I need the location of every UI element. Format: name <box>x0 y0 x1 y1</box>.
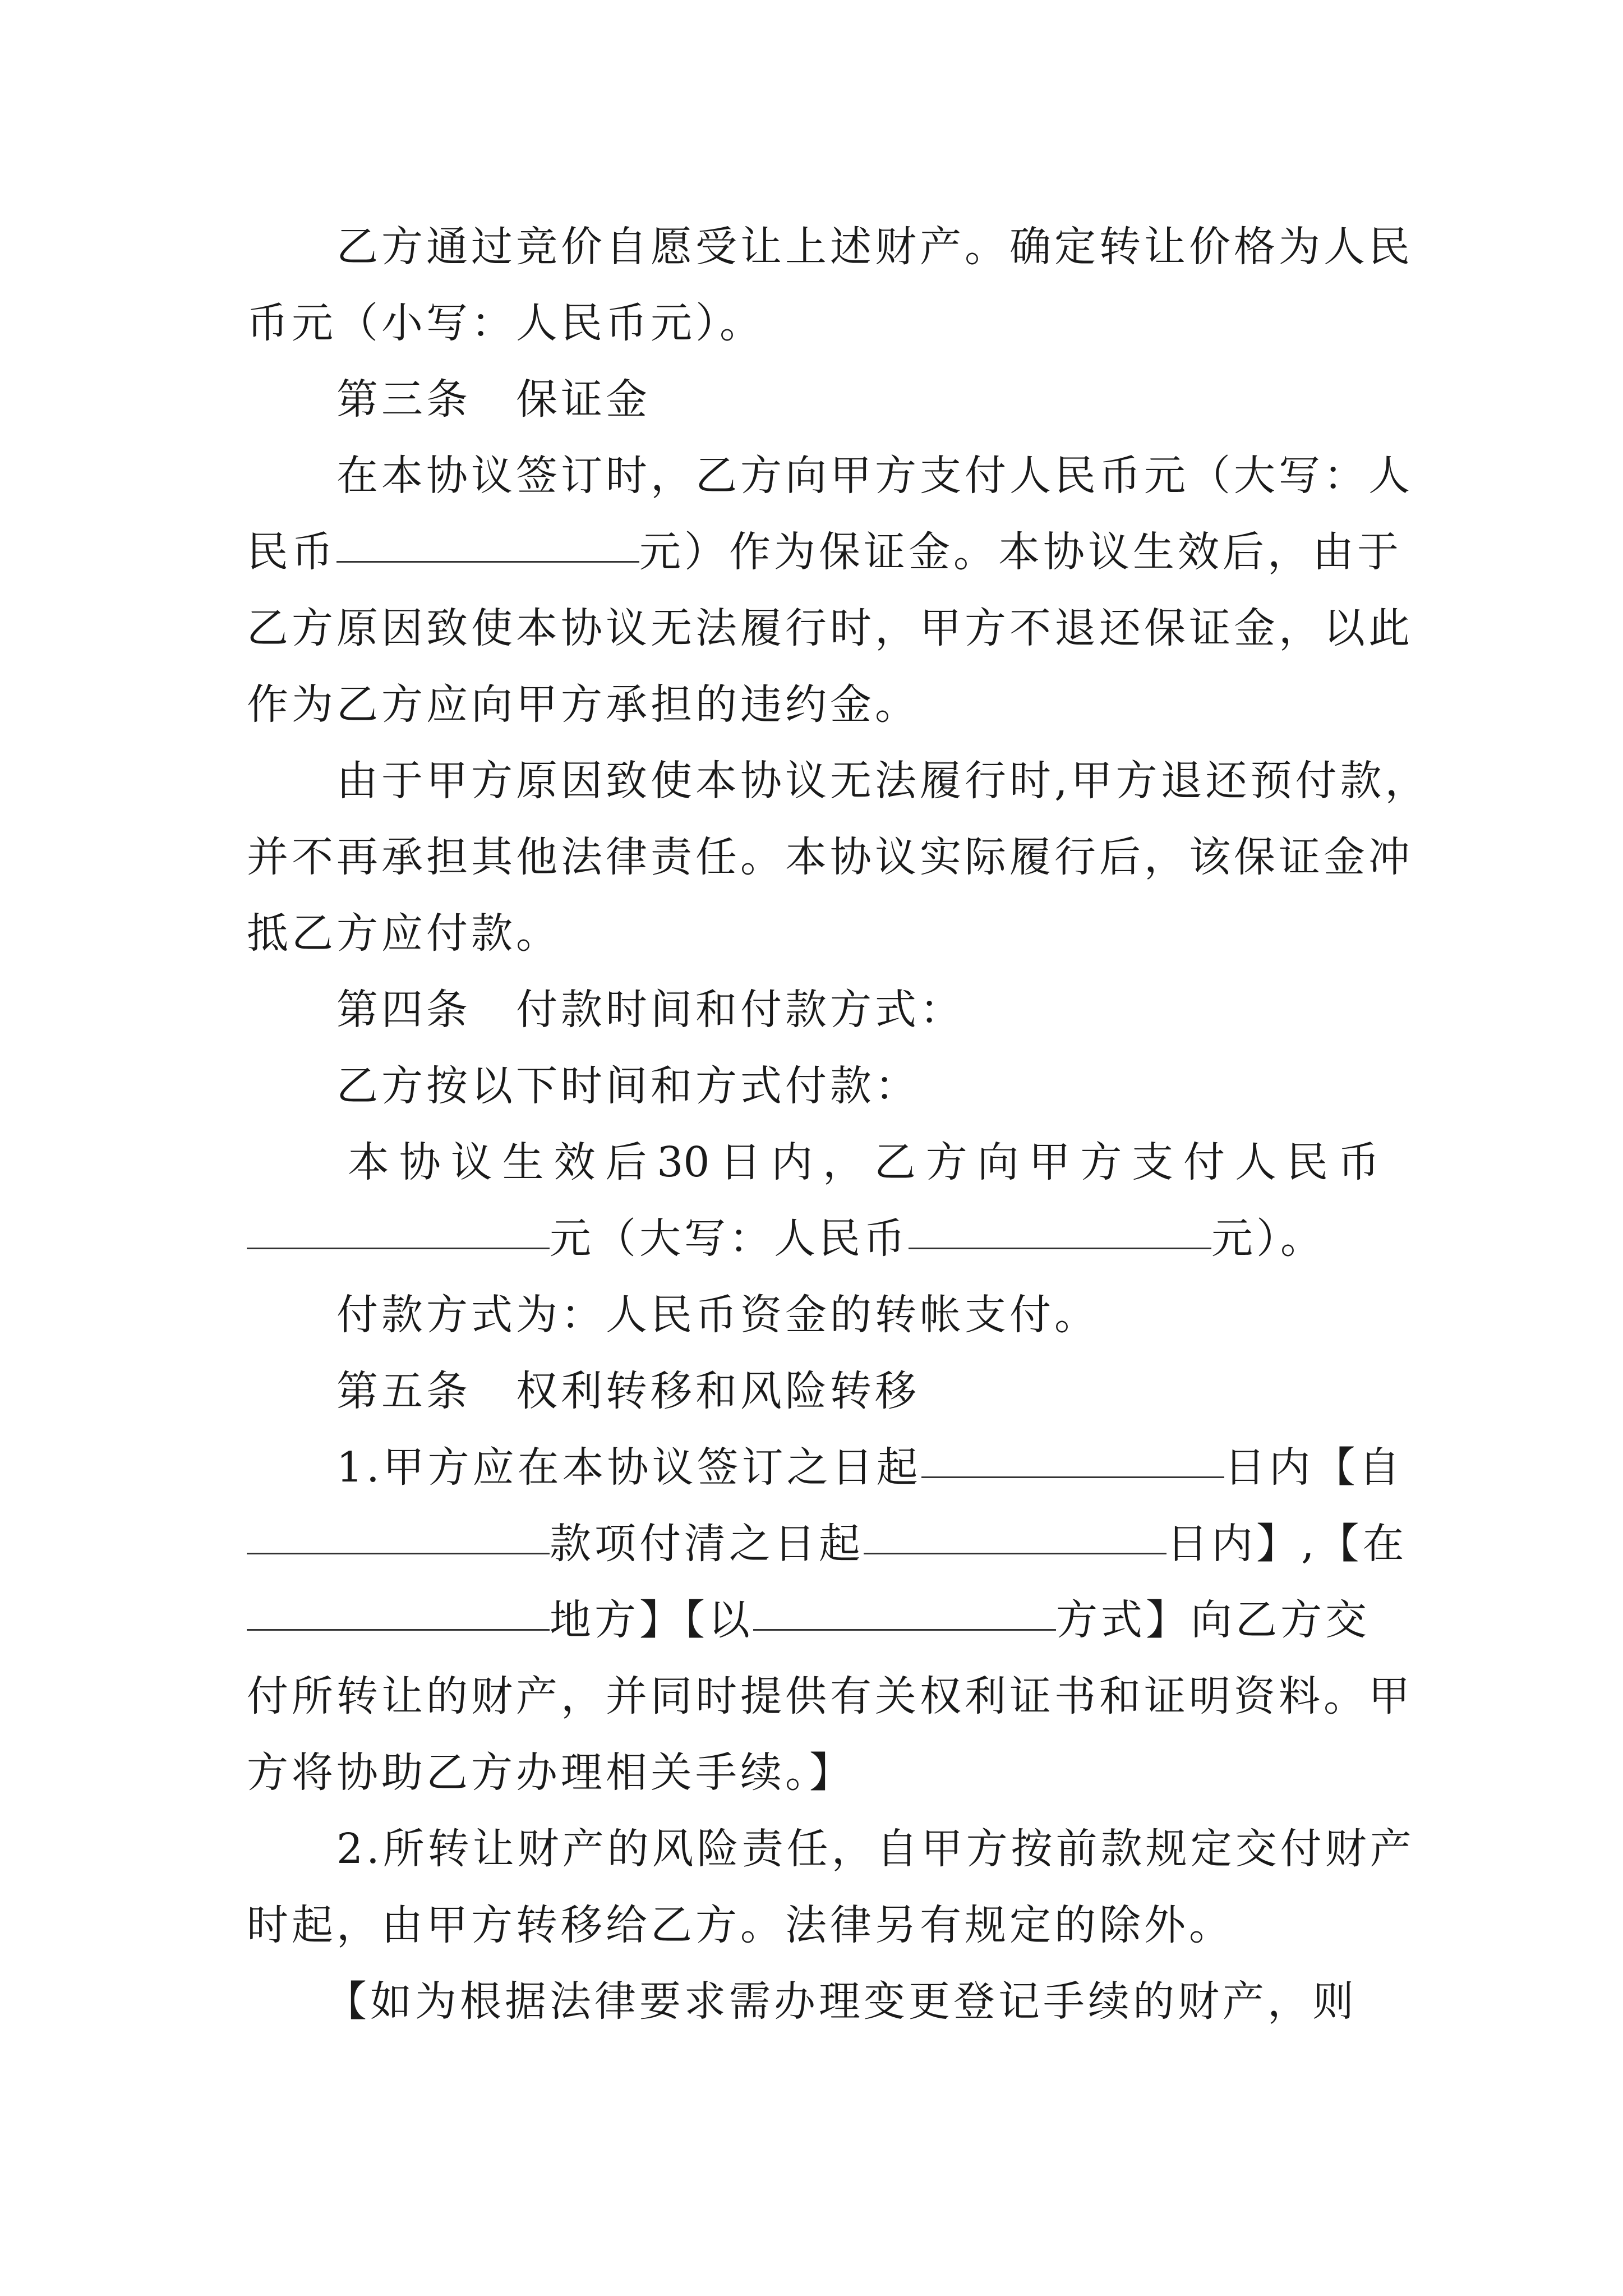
spaced-char: 30 <box>657 1138 710 1186</box>
spaced-char: 议 <box>450 1138 492 1186</box>
fill-blank <box>247 1581 550 1631</box>
paragraph-line-with-blanks <box>247 1199 1380 1278</box>
line-text: 地方】【以 <box>550 1596 753 1644</box>
paragraph-line: 【如为根据法律要求需办理变更登记手续的财产，则 <box>325 1977 1357 2026</box>
spaced-char: ， <box>823 1138 865 1186</box>
paragraph-line: 乙方原因致使本协议无法履行时，甲方不退还保证金，以此 <box>247 604 1413 652</box>
paragraph-line: 在本协议签订时，乙方向甲方支付人民币元（大写：人 <box>336 452 1413 500</box>
paragraph-line-with-blanks <box>247 1581 1380 1659</box>
spaced-char: 甲 <box>1029 1138 1071 1186</box>
spaced-char: 效 <box>554 1138 596 1186</box>
paragraph-line: 时起，由甲方转移给乙方。法律另有规定的除外。 <box>247 1901 1234 1949</box>
paragraph-line: 2.所转让财产的风险责任，自甲方按前款规定交付财产 <box>336 1825 1415 1873</box>
paragraph-line: 由于甲方原因致使本协议无法履行时,甲方退还预付款， <box>336 757 1430 805</box>
line-text: 元（大写：人民币 <box>550 1214 909 1263</box>
spaced-char: 乙 <box>874 1138 916 1186</box>
line-text: 元）作为保证金。本协议生效后，由于 <box>639 528 1402 576</box>
paragraph-line: 作为乙方应向甲方承担的违约金。 <box>247 680 920 729</box>
spaced-char: 协 <box>399 1138 441 1186</box>
fill-blank <box>336 513 639 563</box>
article-heading: 第五条 权利转移和风险转移 <box>336 1367 920 1415</box>
paragraph-line-with-blanks <box>247 1504 1408 1583</box>
spaced-char: 付 <box>1183 1138 1225 1186</box>
spaced-char: 方 <box>1080 1138 1122 1186</box>
line-text: 日内】,【在 <box>1166 1520 1408 1568</box>
spaced-char: 方 <box>925 1138 967 1186</box>
spaced-char: 后 <box>605 1138 647 1186</box>
line-text: 款项付清之日起 <box>550 1520 864 1568</box>
spaced-char: 支 <box>1132 1138 1174 1186</box>
fill-blank <box>247 1504 550 1554</box>
paragraph-line-with-blank <box>336 1428 1404 1507</box>
fill-blank <box>247 1199 550 1249</box>
line-text: 日内【自 <box>1224 1443 1404 1492</box>
line-text: 1.甲方应在本协议签订之日起 <box>336 1443 921 1492</box>
article-heading: 第四条 付款时间和付款方式： <box>336 986 965 1034</box>
fill-blank <box>921 1428 1224 1478</box>
spaced-char: 日 <box>720 1138 762 1186</box>
fill-blank <box>909 1199 1211 1249</box>
paragraph-line: 乙方按以下时间和方式付款： <box>336 1062 920 1110</box>
spaced-char: 民 <box>1286 1138 1328 1186</box>
line-text: 元）。 <box>1211 1214 1325 1263</box>
spaced-char: 本 <box>348 1138 389 1186</box>
paragraph-line: 币元（小写：人民币元）。 <box>247 299 764 347</box>
paragraph-line: 付款方式为：人民币资金的转帐支付。 <box>336 1291 1099 1339</box>
paragraph-line: 抵乙方应付款。 <box>247 909 561 958</box>
fill-blank <box>864 1504 1166 1554</box>
article-heading: 第三条 保证金 <box>336 375 651 424</box>
spaced-char: 内 <box>771 1138 813 1186</box>
paragraph-line: 付所转让的财产，并同时提供有关权利证书和证明资料。甲 <box>247 1672 1413 1720</box>
paragraph-line: 乙方通过竞价自愿受让上述财产。确定转让价格为人民 <box>336 223 1413 271</box>
line-text: 民币 <box>247 528 336 576</box>
paragraph-line-with-blank <box>247 513 1402 591</box>
spaced-char: 人 <box>1235 1138 1277 1186</box>
line-text: 方式】向乙方交 <box>1056 1596 1370 1644</box>
paragraph-line-spaced <box>348 1123 1380 1202</box>
spaced-char: 生 <box>502 1138 544 1186</box>
paragraph-line: 并不再承担其他法律责任。本协议实际履行后，该保证金冲 <box>247 833 1413 881</box>
fill-blank <box>753 1581 1056 1631</box>
paragraph-line: 方将协助乙方办理相关手续。】 <box>247 1749 854 1797</box>
spaced-char: 币 <box>1338 1138 1380 1186</box>
spaced-char: 向 <box>977 1138 1019 1186</box>
